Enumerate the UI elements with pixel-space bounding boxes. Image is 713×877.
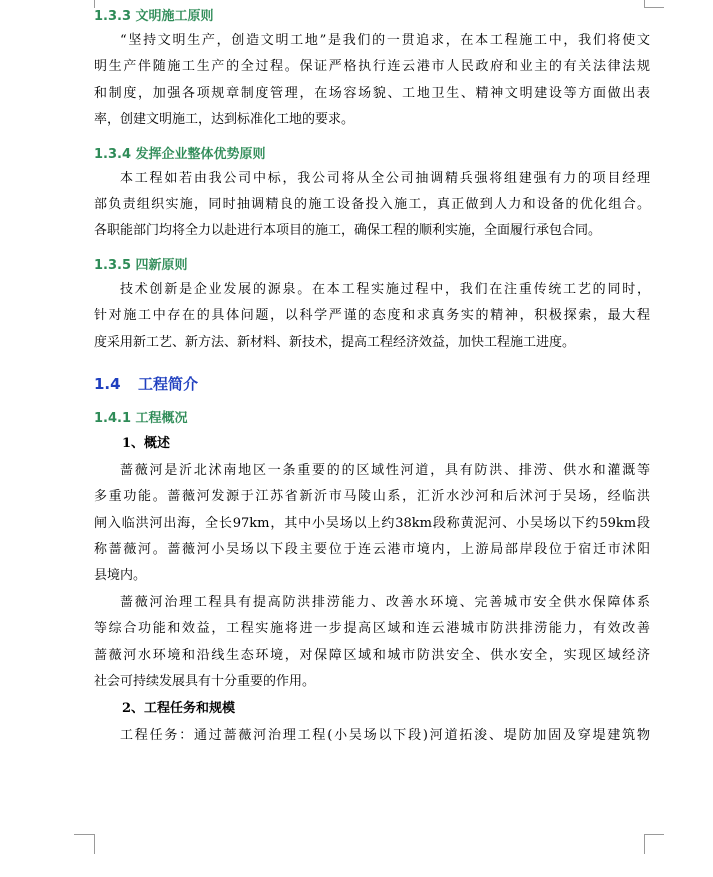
subheading-overview: 1、概述 bbox=[122, 435, 171, 451]
paragraph-line: 等综合功能和效益，工程实施将进一步提高区域和连云港城市防洪排涝能力，有效改善 bbox=[94, 621, 650, 637]
paragraph-civilized-construction bbox=[94, 28, 650, 134]
paragraph-line: 部负责组织实施，同时抽调精良的施工设备投入施工，真正做到人力和设备的优化组合。 bbox=[94, 196, 650, 212]
paragraph-four-new bbox=[94, 277, 650, 356]
crop-mark-bottom-left-h bbox=[74, 834, 94, 835]
paragraph-line: 和制度，加强各项规章制度管理，在场容场貌、工地卫生、精神文明建设等方面做出表 bbox=[94, 85, 650, 101]
paragraph-line: 蔷薇河水环境和沿线生态环境，对保障区域和城市防洪安全、供水安全，实现区域经济 bbox=[94, 647, 650, 663]
paragraph-line: “坚持文明生产，创造文明工地”是我们的一贯追求，在本工程施工中，我们将使文 bbox=[120, 33, 650, 48]
paragraph-line: 本工程如若由我公司中标，我公司将从全公司抽调精兵强将组建强有力的项目经理 bbox=[120, 170, 650, 186]
paragraph-line: 蔷薇河是沂北沭南地区一条重要的的区域性河道，具有防洪、排涝、供水和灌溉等 bbox=[120, 462, 650, 478]
paragraph-line: 各职能部门均将全力以赴进行本项目的施工，确保工程的顺利实施，全面履行承包合同。 bbox=[94, 223, 602, 239]
paragraph-line: 率，创建文明施工，达到标准化工地的要求。 bbox=[94, 112, 355, 128]
paragraph-line: 明生产伴随施工生产的全过程。保证严格执行连云港市人民政府和业主的有关法律法规 bbox=[94, 59, 650, 75]
paragraph-benefits bbox=[94, 590, 650, 696]
paragraph-enterprise-advantage bbox=[94, 166, 650, 245]
crop-mark-bottom-right-h bbox=[644, 834, 664, 835]
paragraph-line: 工程任务：通过蔷薇河治理工程(小吴场以下段)河道拓浚、堤防加固及穿堤建筑物 bbox=[120, 728, 650, 744]
paragraph-line: 社会可持续发展具有十分重要的作用。 bbox=[94, 674, 316, 690]
heading-title: 工程简介 bbox=[138, 374, 199, 393]
heading-1-4-1: 1.4.1 工程概况 bbox=[94, 410, 188, 426]
paragraph-line: 度采用新工艺、新方法、新材料、新技术，提高工程经济效益，加快工程施工进度。 bbox=[94, 334, 576, 350]
paragraph-line: 多重功能。蔷薇河发源于江苏省新沂市马陵山系，汇沂水沙河和后沭河于吴场，经临洪 bbox=[94, 489, 650, 505]
document-body bbox=[94, 6, 650, 750]
paragraph-line: 针对施工中存在的具体问题，以科学严谨的态度和求真务实的精神，积极探索，最大程 bbox=[94, 308, 650, 324]
heading-1-4 bbox=[94, 370, 650, 398]
paragraph-line: 闸入临洪河出海，全长97km，其中小吴场以上约38km段称黄泥河、小吴场以下约59km段 bbox=[94, 515, 650, 531]
subheading-task-scale: 2、工程任务和规模 bbox=[122, 701, 236, 717]
paragraph-overview bbox=[94, 458, 650, 590]
paragraph-line: 称蔷薇河。蔷薇河小吴场以下段主要位于连云港市境内，上游局部岸段位于宿迁市沭阳 bbox=[94, 542, 650, 558]
paragraph-line: 县境内。 bbox=[94, 568, 147, 584]
paragraph-line: 技术创新是企业发展的源泉。在本工程实施过程中，我们在注重传统工艺的同时， bbox=[120, 281, 650, 297]
paragraph-task bbox=[94, 723, 650, 749]
heading-1-3-3: 1.3.3 文明施工原则 bbox=[94, 9, 214, 24]
crop-mark-bottom-left-v bbox=[94, 834, 95, 854]
heading-1-3-4: 1.3.4 发挥企业整体优势原则 bbox=[94, 146, 266, 162]
heading-number: 1.4 bbox=[94, 374, 121, 393]
heading-1-3-5: 1.3.5 四新原则 bbox=[94, 257, 188, 273]
crop-mark-bottom-right-v bbox=[644, 834, 645, 854]
paragraph-line: 蔷薇河治理工程具有提高防洪排涝能力、改善水环境、完善城市安全供水保障体系 bbox=[120, 594, 650, 610]
